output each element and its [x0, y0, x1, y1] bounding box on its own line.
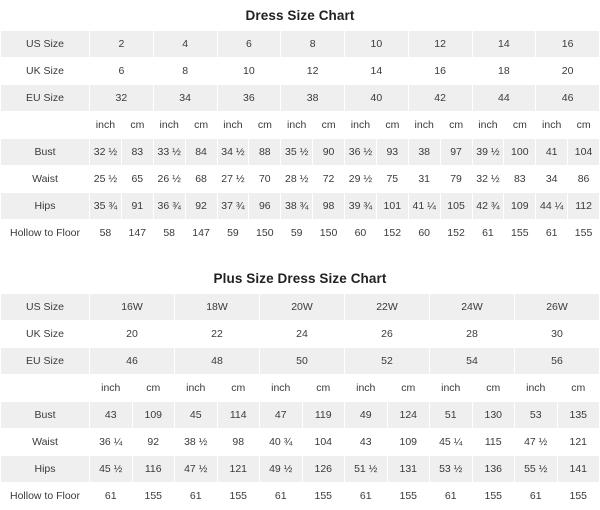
table-cell: 70 [249, 166, 281, 193]
table-cell: 147 [121, 220, 153, 247]
table-cell: 98 [217, 429, 260, 456]
row-label: Hips [1, 456, 90, 483]
table-cell: 22W [345, 294, 430, 321]
table-row [1, 139, 600, 166]
table-cell: 141 [557, 456, 600, 483]
row-label: Hips [1, 193, 90, 220]
table-row [1, 112, 600, 139]
table-cell: cm [557, 375, 600, 402]
table-cell: inch [217, 112, 249, 139]
table-cell: 53 ½ [430, 456, 473, 483]
plus-size-title: Plus Size Dress Size Chart [213, 271, 387, 286]
table-cell: 75 [376, 166, 408, 193]
table-cell: 27 ½ [217, 166, 249, 193]
table-cell: 150 [249, 220, 281, 247]
table-cell: 31 [408, 166, 440, 193]
table-cell: 61 [515, 483, 558, 510]
table-cell: 65 [121, 166, 153, 193]
table-cell: 61 [175, 483, 218, 510]
table-cell: 6 [217, 31, 281, 58]
table-cell: 53 [515, 402, 558, 429]
table-cell: 39 ½ [472, 139, 504, 166]
table-cell: 90 [313, 139, 345, 166]
table-cell: cm [472, 375, 515, 402]
table-cell: 46 [536, 85, 600, 112]
table-cell: 104 [302, 429, 345, 456]
table-cell: 12 [281, 58, 345, 85]
table-cell: 8 [281, 31, 345, 58]
table-cell: 44 ¼ [536, 193, 568, 220]
table-cell: 32 [90, 85, 154, 112]
plus-size-table-body [1, 294, 600, 510]
table-cell: 45 ½ [90, 456, 133, 483]
table-cell: 28 ½ [281, 166, 313, 193]
table-cell: 61 [536, 220, 568, 247]
table-cell: 30 [515, 321, 600, 348]
table-cell: 155 [504, 220, 536, 247]
table-cell: 121 [557, 429, 600, 456]
table-cell: 88 [249, 139, 281, 166]
table-cell: 38 ¾ [281, 193, 313, 220]
table-cell: 61 [90, 483, 133, 510]
table-cell: 109 [504, 193, 536, 220]
table-cell: 42 ¾ [472, 193, 504, 220]
table-cell: 93 [376, 139, 408, 166]
table-cell: 98 [313, 193, 345, 220]
table-cell: 12 [408, 31, 472, 58]
table-cell: 58 [90, 220, 122, 247]
row-label: US Size [1, 294, 90, 321]
table-row [1, 193, 600, 220]
table-cell: 83 [504, 166, 536, 193]
table-cell: 41 ¼ [408, 193, 440, 220]
table-cell: 61 [430, 483, 473, 510]
table-cell: 26W [515, 294, 600, 321]
table-cell: inch [175, 375, 218, 402]
table-cell: 126 [302, 456, 345, 483]
table-row [1, 31, 600, 58]
table-cell: 18 [472, 58, 536, 85]
table-cell: 10 [217, 58, 281, 85]
row-label [1, 112, 90, 139]
table-cell: 155 [217, 483, 260, 510]
table-cell: 130 [472, 402, 515, 429]
table-row [1, 85, 600, 112]
row-label: Waist [1, 166, 90, 193]
table-cell: 100 [504, 139, 536, 166]
table-cell: inch [260, 375, 303, 402]
table-cell: 20 [90, 321, 175, 348]
table-cell: 51 ½ [345, 456, 388, 483]
row-label: Bust [1, 402, 90, 429]
table-cell: 32 ½ [90, 139, 122, 166]
table-cell: inch [345, 375, 388, 402]
table-cell: 18W [175, 294, 260, 321]
table-cell: 40 [345, 85, 409, 112]
dress-size-chart-block [0, 0, 600, 247]
table-cell: 91 [121, 193, 153, 220]
table-cell: 43 [345, 429, 388, 456]
table-cell: 114 [217, 402, 260, 429]
table-row [1, 429, 600, 456]
table-cell: 22 [175, 321, 260, 348]
table-cell: 105 [440, 193, 472, 220]
table-cell: 61 [472, 220, 504, 247]
row-label: EU Size [1, 348, 90, 375]
table-cell: 47 ½ [175, 456, 218, 483]
row-label: Hollow to Floor [1, 220, 90, 247]
table-cell: 4 [153, 31, 217, 58]
table-cell: 33 ½ [153, 139, 185, 166]
table-cell: 14 [345, 58, 409, 85]
table-cell: 34 [153, 85, 217, 112]
row-label [1, 375, 90, 402]
row-label: Hollow to Floor [1, 483, 90, 510]
table-cell: 152 [376, 220, 408, 247]
table-cell: cm [568, 112, 600, 139]
page-title: Dress Size Chart [245, 8, 355, 23]
table-cell: inch [281, 112, 313, 139]
table-cell: 20W [260, 294, 345, 321]
table-cell: 20 [536, 58, 600, 85]
table-cell: 10 [345, 31, 409, 58]
table-cell: 55 ½ [515, 456, 558, 483]
table-cell: 36 ¾ [153, 193, 185, 220]
table-cell: 155 [387, 483, 430, 510]
table-cell: cm [313, 112, 345, 139]
table-cell: 83 [121, 139, 153, 166]
table-cell: 84 [185, 139, 217, 166]
table-cell: 2 [90, 31, 154, 58]
plus-size-chart-block [0, 263, 600, 510]
table-cell: 60 [345, 220, 377, 247]
table-cell: 45 ¼ [430, 429, 473, 456]
table-cell: 79 [440, 166, 472, 193]
table-cell: 112 [568, 193, 600, 220]
row-label: UK Size [1, 321, 90, 348]
table-cell: 24 [260, 321, 345, 348]
table-row [1, 294, 600, 321]
table-cell: 152 [440, 220, 472, 247]
table-cell: 47 ½ [515, 429, 558, 456]
table-cell: 150 [313, 220, 345, 247]
table-cell: inch [472, 112, 504, 139]
table-cell: 61 [260, 483, 303, 510]
table-cell: 50 [260, 348, 345, 375]
table-cell: 8 [153, 58, 217, 85]
table-cell: 96 [249, 193, 281, 220]
table-cell: 92 [185, 193, 217, 220]
table-cell: 48 [175, 348, 260, 375]
table-cell: 59 [217, 220, 249, 247]
table-cell: 155 [568, 220, 600, 247]
row-label: Bust [1, 139, 90, 166]
row-label: US Size [1, 31, 90, 58]
table-cell: 155 [302, 483, 345, 510]
table-cell: 54 [430, 348, 515, 375]
table-cell: cm [504, 112, 536, 139]
table-cell: 49 ½ [260, 456, 303, 483]
table-cell: 52 [345, 348, 430, 375]
table-row [1, 483, 600, 510]
table-cell: 16 [408, 58, 472, 85]
table-cell: 136 [472, 456, 515, 483]
table-cell: inch [430, 375, 473, 402]
table-cell: cm [217, 375, 260, 402]
table-cell: 25 ½ [90, 166, 122, 193]
table-cell: 44 [472, 85, 536, 112]
table-cell: 46 [90, 348, 175, 375]
table-row [1, 402, 600, 429]
table-cell: 26 [345, 321, 430, 348]
table-row [1, 456, 600, 483]
table-cell: 115 [472, 429, 515, 456]
table-cell: cm [121, 112, 153, 139]
row-label: Waist [1, 429, 90, 456]
table-cell: 34 ½ [217, 139, 249, 166]
table-cell: 147 [185, 220, 217, 247]
dress-size-table [0, 30, 600, 247]
table-cell: 6 [90, 58, 154, 85]
table-cell: cm [376, 112, 408, 139]
table-row [1, 58, 600, 85]
table-cell: 60 [408, 220, 440, 247]
table-cell: 38 [281, 85, 345, 112]
table-cell: inch [345, 112, 377, 139]
table-cell: 59 [281, 220, 313, 247]
table-cell: 37 ¾ [217, 193, 249, 220]
table-cell: inch [515, 375, 558, 402]
table-cell: 45 [175, 402, 218, 429]
row-label: EU Size [1, 85, 90, 112]
table-cell: cm [302, 375, 345, 402]
table-cell: 43 [90, 402, 133, 429]
table-row [1, 321, 600, 348]
table-cell: cm [249, 112, 281, 139]
table-cell: 104 [568, 139, 600, 166]
table-cell: 86 [568, 166, 600, 193]
table-cell: 41 [536, 139, 568, 166]
table-cell: cm [387, 375, 430, 402]
table-cell: 49 [345, 402, 388, 429]
plus-size-table [0, 293, 600, 510]
table-cell: 42 [408, 85, 472, 112]
table-cell: cm [440, 112, 472, 139]
table-cell: 131 [387, 456, 430, 483]
table-cell: inch [153, 112, 185, 139]
dress-size-table-body [1, 31, 600, 247]
table-cell: 38 ½ [175, 429, 218, 456]
table-cell: 34 [536, 166, 568, 193]
table-cell: 16W [90, 294, 175, 321]
table-cell: 101 [376, 193, 408, 220]
table-cell: 29 ½ [345, 166, 377, 193]
table-cell: 124 [387, 402, 430, 429]
table-cell: 36 ¼ [90, 429, 133, 456]
table-cell: 40 ¾ [260, 429, 303, 456]
table-cell: 36 ½ [345, 139, 377, 166]
table-cell: 32 ½ [472, 166, 504, 193]
table-cell: 58 [153, 220, 185, 247]
table-row [1, 375, 600, 402]
table-cell: 39 ¾ [345, 193, 377, 220]
table-cell: 116 [132, 456, 175, 483]
table-cell: 38 [408, 139, 440, 166]
table-cell: 47 [260, 402, 303, 429]
table-cell: inch [536, 112, 568, 139]
table-cell: 155 [132, 483, 175, 510]
table-cell: inch [90, 375, 133, 402]
table-cell: 26 ½ [153, 166, 185, 193]
table-cell: 56 [515, 348, 600, 375]
table-cell: inch [408, 112, 440, 139]
table-row [1, 220, 600, 247]
table-cell: 135 [557, 402, 600, 429]
table-cell: 35 ½ [281, 139, 313, 166]
table-cell: 92 [132, 429, 175, 456]
table-cell: 51 [430, 402, 473, 429]
table-cell: 16 [536, 31, 600, 58]
table-cell: 28 [430, 321, 515, 348]
row-label: UK Size [1, 58, 90, 85]
table-cell: 68 [185, 166, 217, 193]
table-cell: 109 [132, 402, 175, 429]
table-row [1, 348, 600, 375]
table-cell: 119 [302, 402, 345, 429]
table-cell: 155 [557, 483, 600, 510]
table-cell: 36 [217, 85, 281, 112]
table-cell: 24W [430, 294, 515, 321]
table-cell: 72 [313, 166, 345, 193]
table-cell: 61 [345, 483, 388, 510]
table-cell: 97 [440, 139, 472, 166]
section-divider [0, 247, 600, 263]
table-cell: 109 [387, 429, 430, 456]
table-cell: inch [90, 112, 122, 139]
table-cell: 35 ¾ [90, 193, 122, 220]
table-cell: 121 [217, 456, 260, 483]
table-cell: 14 [472, 31, 536, 58]
table-cell: 155 [472, 483, 515, 510]
table-cell: cm [132, 375, 175, 402]
table-row [1, 166, 600, 193]
table-cell: cm [185, 112, 217, 139]
